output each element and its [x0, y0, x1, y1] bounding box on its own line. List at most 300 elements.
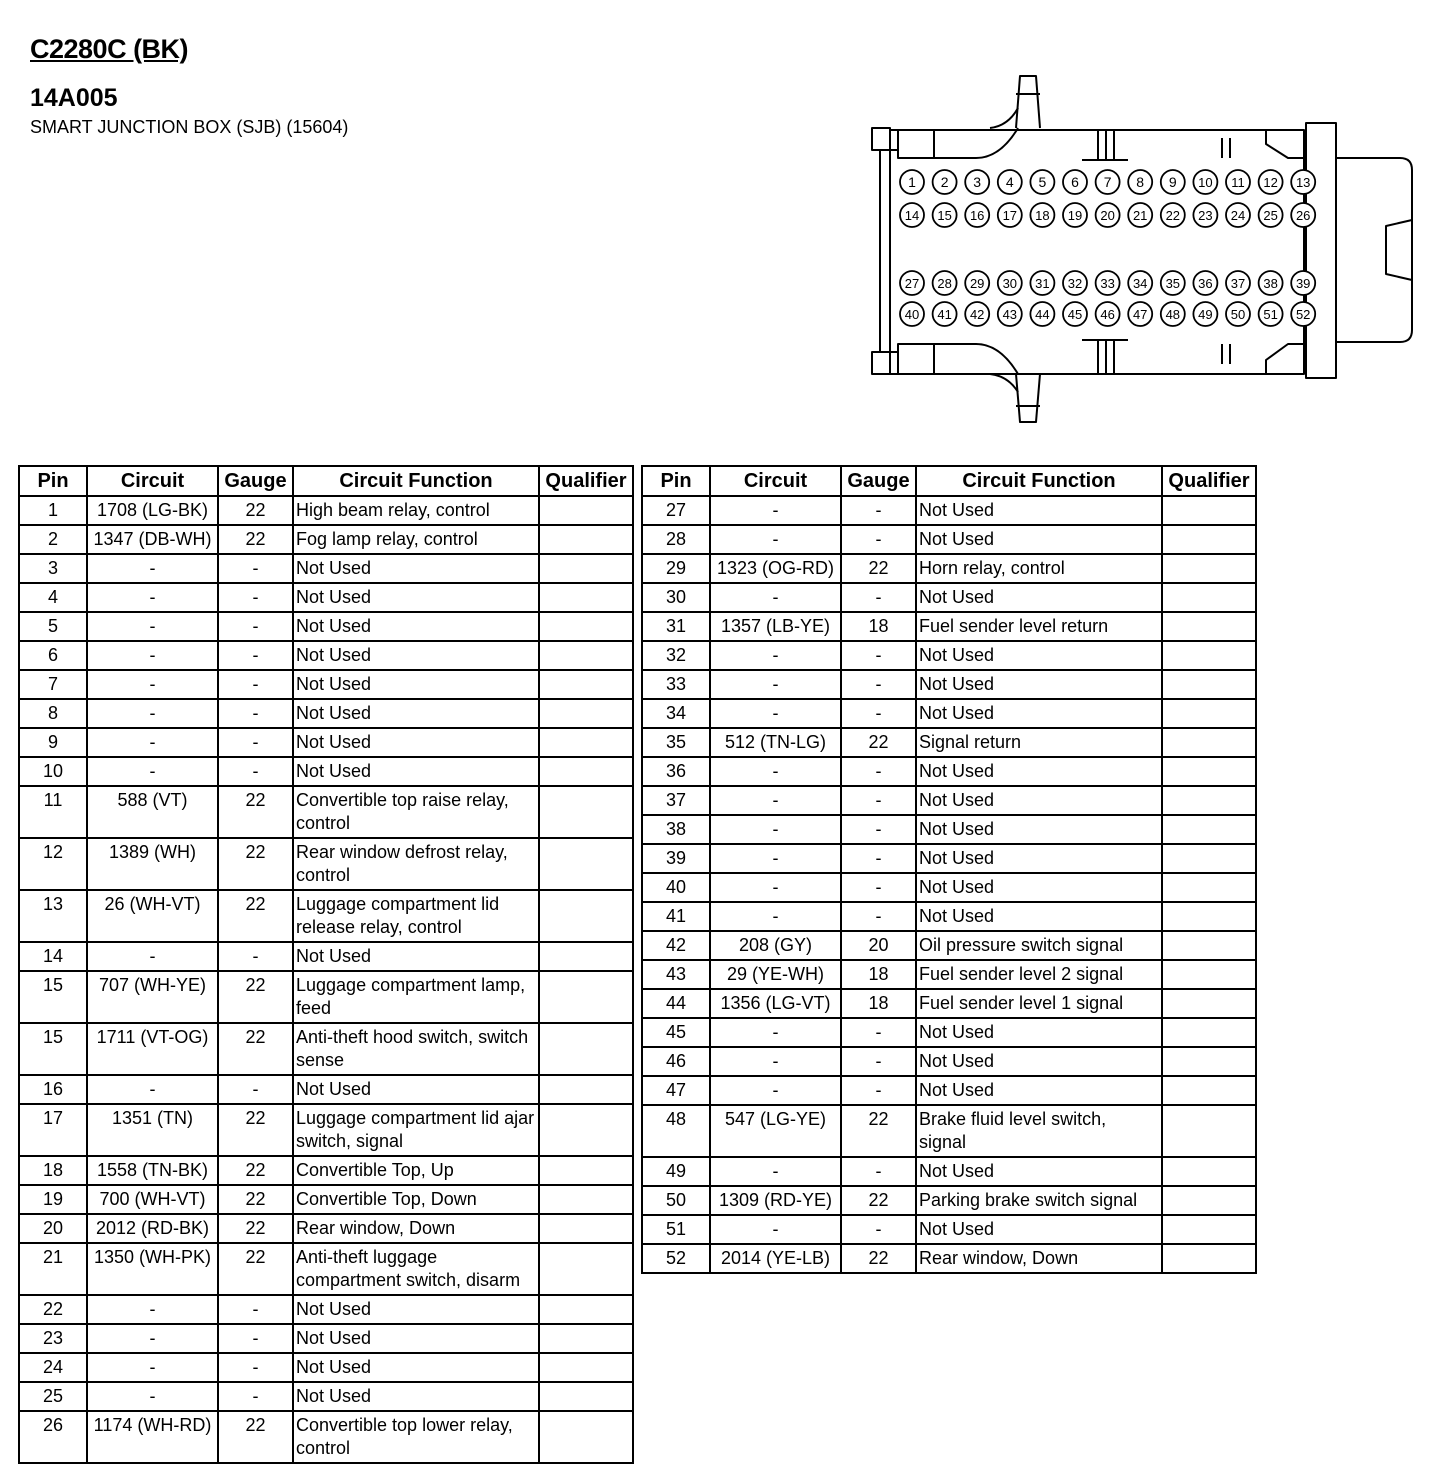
circuit-function-cell: Not Used [916, 873, 1162, 902]
connector-pin-label: 28 [937, 276, 952, 291]
qualifier-cell [1162, 815, 1256, 844]
gauge-cell: 22 [218, 838, 293, 890]
circuit-function-cell: Not Used [916, 583, 1162, 612]
pin-cell: 11 [19, 786, 87, 838]
table-row [19, 670, 633, 699]
circuit-function-cell: Convertible Top, Up [293, 1156, 539, 1185]
table-row [19, 942, 633, 971]
gauge-cell: 22 [841, 1244, 916, 1273]
qualifier-cell [1162, 1186, 1256, 1215]
connector-pin [998, 170, 1022, 194]
gauge-cell: - [218, 699, 293, 728]
gauge-cell: - [218, 942, 293, 971]
table-row [19, 612, 633, 641]
connector-pin-label: 24 [1230, 208, 1246, 223]
circuit-cell: 1558 (TN-BK) [87, 1156, 218, 1185]
connector-pin-label: 46 [1100, 307, 1115, 322]
qualifier-cell [539, 1243, 633, 1295]
gauge-cell: 18 [841, 612, 916, 641]
circuit-function-cell: Not Used [916, 496, 1162, 525]
qualifier-cell [539, 670, 633, 699]
circuit-cell: - [87, 757, 218, 786]
pin-cell: 4 [19, 583, 87, 612]
table-row [642, 931, 1256, 960]
pin-cell: 30 [642, 583, 710, 612]
circuit-cell: - [710, 902, 841, 931]
connector-pin [1226, 170, 1250, 194]
connector-pin [1291, 271, 1315, 295]
table-row [642, 496, 1256, 525]
connector-pin [998, 203, 1022, 227]
circuit-function-cell: Not Used [916, 1215, 1162, 1244]
connector-pin [933, 170, 957, 194]
circuit-cell: - [87, 699, 218, 728]
connector-pin-label: 13 [1295, 175, 1311, 190]
table-row [19, 554, 633, 583]
qualifier-cell [539, 641, 633, 670]
connector-pin [1259, 302, 1283, 326]
circuit-function-cell: Horn relay, control [916, 554, 1162, 583]
table-row [19, 838, 633, 890]
connector-face-diagram [868, 70, 1416, 430]
connector-pin [1063, 271, 1087, 295]
circuit-function-cell: Luggage compartment lamp, feed [293, 971, 539, 1023]
table-row [642, 873, 1256, 902]
connector-pin-label: 50 [1230, 307, 1246, 322]
connector-pin [900, 203, 924, 227]
table-row [19, 1295, 633, 1324]
circuit-function-cell: Rear window, Down [293, 1214, 539, 1243]
pin-cell: 17 [19, 1104, 87, 1156]
circuit-cell: 1323 (OG-RD) [710, 554, 841, 583]
pin-cell: 42 [642, 931, 710, 960]
circuit-function-cell: Luggage compartment lid ajar switch, signal [293, 1104, 539, 1156]
table-row [19, 1214, 633, 1243]
connector-pin [1291, 170, 1315, 194]
circuit-function-cell: Not Used [293, 641, 539, 670]
circuit-cell: - [87, 1075, 218, 1104]
qualifier-cell [1162, 989, 1256, 1018]
pin-cell: 29 [642, 554, 710, 583]
pin-cell: 52 [642, 1244, 710, 1273]
table-row [19, 496, 633, 525]
gauge-cell: - [218, 757, 293, 786]
qualifier-cell [539, 525, 633, 554]
qualifier-cell [539, 1411, 633, 1463]
table-row [19, 728, 633, 757]
circuit-cell: 26 (WH-VT) [87, 890, 218, 942]
pin-cell: 50 [642, 1186, 710, 1215]
qualifier-cell [1162, 902, 1256, 931]
qualifier-cell [539, 554, 633, 583]
circuit-cell: 1389 (WH) [87, 838, 218, 890]
circuit-cell: - [87, 1353, 218, 1382]
pinout-table-right [641, 465, 1257, 1274]
gauge-cell: 18 [841, 989, 916, 1018]
connector-pin-label: 11 [1231, 175, 1245, 190]
gauge-cell: - [218, 641, 293, 670]
connector-pin [1161, 271, 1185, 295]
pin-cell: 36 [642, 757, 710, 786]
pin-cell: 32 [642, 641, 710, 670]
qualifier-cell [539, 942, 633, 971]
pin-cell: 6 [19, 641, 87, 670]
circuit-function-cell: Not Used [293, 1295, 539, 1324]
circuit-function-cell: Signal return [916, 728, 1162, 757]
pin-cell: 35 [642, 728, 710, 757]
circuit-cell: - [87, 670, 218, 699]
connector-pin [1030, 302, 1054, 326]
connector-pin-label: 43 [1002, 307, 1018, 322]
gauge-cell: 22 [218, 971, 293, 1023]
connector-pin-label: 41 [937, 307, 952, 322]
gauge-cell: - [218, 1324, 293, 1353]
table-row [642, 583, 1256, 612]
gauge-cell: - [841, 496, 916, 525]
pin-cell: 21 [19, 1243, 87, 1295]
connector-pin-label: 10 [1198, 175, 1213, 190]
gauge-cell: 20 [841, 931, 916, 960]
circuit-cell: - [87, 583, 218, 612]
gauge-cell: 22 [218, 1156, 293, 1185]
connector-pin [1259, 203, 1283, 227]
circuit-cell: - [87, 641, 218, 670]
connector-pin [1063, 203, 1087, 227]
circuit-cell: 1351 (TN) [87, 1104, 218, 1156]
circuit-function-cell: Anti-theft luggage compartment switch, disarm [293, 1243, 539, 1295]
connector-housing [890, 130, 1304, 374]
pin-cell: 18 [19, 1156, 87, 1185]
circuit-function-cell: Fuel sender level return [916, 612, 1162, 641]
connector-pin [1161, 170, 1185, 194]
connector-pin-label: 9 [1168, 174, 1177, 190]
qualifier-cell [1162, 670, 1256, 699]
table-row [642, 612, 1256, 641]
connector-pin [1226, 302, 1250, 326]
connector-pin-label: 44 [1035, 307, 1050, 322]
gauge-cell: - [841, 1215, 916, 1244]
circuit-cell: - [710, 873, 841, 902]
connector-pin-label: 33 [1100, 276, 1115, 291]
connector-pin-label: 20 [1100, 208, 1115, 223]
connector-pin [1030, 203, 1054, 227]
connector-pin-label: 5 [1038, 174, 1047, 190]
pin-cell: 48 [642, 1105, 710, 1157]
circuit-cell: 1708 (LG-BK) [87, 496, 218, 525]
gauge-cell: - [841, 1047, 916, 1076]
table-row [19, 1353, 633, 1382]
gauge-cell: - [218, 728, 293, 757]
connector-pin [933, 203, 957, 227]
pin-cell: 45 [642, 1018, 710, 1047]
qualifier-cell [539, 728, 633, 757]
circuit-cell: 2014 (YE-LB) [710, 1244, 841, 1273]
connector-pin-label: 23 [1198, 208, 1213, 223]
pin-cell: 19 [19, 1185, 87, 1214]
col-header-circuit-function: Circuit Function [293, 466, 539, 496]
connector-pin [1259, 271, 1283, 295]
connector-pin-label: 14 [904, 208, 920, 223]
qualifier-cell [539, 786, 633, 838]
table-row [642, 757, 1256, 786]
pin-cell: 13 [19, 890, 87, 942]
pin-cell: 24 [19, 1353, 87, 1382]
connector-pin [1193, 203, 1217, 227]
gauge-cell: 22 [218, 1411, 293, 1463]
table-row [642, 1157, 1256, 1186]
circuit-function-cell: Not Used [916, 1018, 1162, 1047]
gauge-cell: 22 [841, 728, 916, 757]
circuit-cell: - [710, 525, 841, 554]
connector-pin-label: 51 [1263, 307, 1278, 322]
circuit-function-cell: Not Used [293, 757, 539, 786]
table-row [642, 902, 1256, 931]
circuit-cell: 208 (GY) [710, 931, 841, 960]
qualifier-cell [1162, 786, 1256, 815]
connector-pin-label: 29 [969, 276, 985, 291]
connector-pin [1128, 170, 1152, 194]
col-header-circuit-function: Circuit Function [916, 466, 1162, 496]
pin-cell: 47 [642, 1076, 710, 1105]
circuit-cell: 1174 (WH-RD) [87, 1411, 218, 1463]
qualifier-cell [539, 496, 633, 525]
gauge-cell: 22 [218, 1185, 293, 1214]
gauge-cell: - [841, 757, 916, 786]
qualifier-cell [1162, 931, 1256, 960]
component-description: SMART JUNCTION BOX (SJB) (15604) [30, 117, 349, 137]
circuit-function-cell: Not Used [293, 1324, 539, 1353]
connector-pin-label: 3 [973, 174, 982, 190]
gauge-cell: - [841, 583, 916, 612]
circuit-function-cell: Not Used [916, 525, 1162, 554]
qualifier-cell [1162, 873, 1256, 902]
qualifier-cell [1162, 1244, 1256, 1273]
qualifier-cell [539, 838, 633, 890]
pin-grid [900, 170, 1315, 326]
pin-cell: 20 [19, 1214, 87, 1243]
pin-cell: 22 [19, 1295, 87, 1324]
circuit-cell: - [87, 1324, 218, 1353]
pin-cell: 1 [19, 496, 87, 525]
table-row [642, 670, 1256, 699]
pin-cell: 41 [642, 902, 710, 931]
qualifier-cell [1162, 1215, 1256, 1244]
table-row [19, 1324, 633, 1353]
qualifier-cell [1162, 496, 1256, 525]
circuit-function-cell: Convertible top raise relay, control [293, 786, 539, 838]
circuit-function-cell: Luggage compartment lid release relay, control [293, 890, 539, 942]
gauge-cell: 22 [841, 1186, 916, 1215]
circuit-function-cell: Not Used [916, 786, 1162, 815]
qualifier-cell [539, 1075, 633, 1104]
part-number: 14A005 [30, 84, 118, 112]
circuit-cell: 700 (WH-VT) [87, 1185, 218, 1214]
circuit-function-cell: Convertible Top, Down [293, 1185, 539, 1214]
qualifier-cell [539, 1156, 633, 1185]
table-row [19, 786, 633, 838]
table-row [642, 786, 1256, 815]
circuit-cell: 1347 (DB-WH) [87, 525, 218, 554]
connector-pin-label: 37 [1230, 276, 1246, 291]
circuit-function-cell: Not Used [916, 902, 1162, 931]
pin-cell: 15 [19, 971, 87, 1023]
circuit-cell: 1350 (WH-PK) [87, 1243, 218, 1295]
pin-cell: 26 [19, 1411, 87, 1463]
gauge-cell: - [218, 1075, 293, 1104]
connector-pin [1128, 203, 1152, 227]
circuit-cell: 1356 (LG-VT) [710, 989, 841, 1018]
connector-pin-label: 18 [1035, 208, 1050, 223]
table-row [19, 1243, 633, 1295]
connector-id: C2280C (BK) [30, 34, 189, 64]
gauge-cell: 22 [218, 890, 293, 942]
connector-pin-label: 39 [1295, 276, 1311, 291]
connector-pin [933, 271, 957, 295]
connector-pin [1030, 271, 1054, 295]
connector-pin [1030, 170, 1054, 194]
connector-pin [1161, 302, 1185, 326]
connector-pin-label: 45 [1067, 307, 1083, 322]
table-row [642, 1047, 1256, 1076]
circuit-function-cell: Not Used [916, 844, 1162, 873]
gauge-cell: - [841, 815, 916, 844]
connector-pin [1096, 271, 1120, 295]
table-row [642, 1076, 1256, 1105]
gauge-cell: - [218, 670, 293, 699]
gauge-cell: 22 [218, 1023, 293, 1075]
pin-cell: 40 [642, 873, 710, 902]
circuit-function-cell: Not Used [293, 670, 539, 699]
circuit-cell: - [710, 1215, 841, 1244]
qualifier-cell [1162, 525, 1256, 554]
table-row [19, 890, 633, 942]
circuit-cell: 1711 (VT-OG) [87, 1023, 218, 1075]
connector-pin [1063, 302, 1087, 326]
col-header-pin: Pin [19, 466, 87, 496]
qualifier-cell [539, 1185, 633, 1214]
qualifier-cell [1162, 641, 1256, 670]
connector-pin [1193, 271, 1217, 295]
pin-cell: 15 [19, 1023, 87, 1075]
col-header-qualifier: Qualifier [1162, 466, 1256, 496]
pin-cell: 51 [642, 1215, 710, 1244]
connector-pin-label: 25 [1263, 208, 1278, 223]
connector-pin-label: 32 [1067, 276, 1083, 291]
connector-pin [1128, 302, 1152, 326]
table-row [19, 1104, 633, 1156]
table-row [642, 815, 1256, 844]
circuit-cell: - [87, 554, 218, 583]
connector-pin-label: 47 [1132, 307, 1148, 322]
gauge-cell: - [841, 641, 916, 670]
pin-cell: 31 [642, 612, 710, 641]
table-row [19, 1156, 633, 1185]
connector-pin [1161, 203, 1185, 227]
circuit-cell: - [87, 1382, 218, 1411]
circuit-cell: - [710, 1018, 841, 1047]
connector-pin [900, 170, 924, 194]
gauge-cell: - [841, 844, 916, 873]
gauge-cell: 22 [218, 786, 293, 838]
circuit-cell: - [710, 757, 841, 786]
gauge-cell: - [218, 554, 293, 583]
table-row [642, 641, 1256, 670]
qualifier-cell [539, 1104, 633, 1156]
connector-pin-label: 16 [969, 208, 985, 223]
circuit-cell: - [710, 670, 841, 699]
connector-pin-label: 31 [1035, 276, 1050, 291]
connector-pin-label: 2 [940, 174, 949, 190]
circuit-cell: - [710, 583, 841, 612]
connector-pin [998, 271, 1022, 295]
circuit-function-cell: Not Used [916, 1157, 1162, 1186]
qualifier-cell [539, 757, 633, 786]
circuit-cell: - [710, 786, 841, 815]
table-row [19, 583, 633, 612]
connector-pin-label: 4 [1005, 174, 1014, 190]
qualifier-cell [1162, 757, 1256, 786]
circuit-function-cell: Parking brake switch signal [916, 1186, 1162, 1215]
table-row [642, 525, 1256, 554]
pin-cell: 43 [642, 960, 710, 989]
circuit-function-cell: Not Used [293, 1353, 539, 1382]
circuit-function-cell: Not Used [293, 554, 539, 583]
circuit-function-cell: Not Used [916, 1076, 1162, 1105]
circuit-cell: - [87, 1295, 218, 1324]
qualifier-cell [539, 890, 633, 942]
circuit-function-cell: Fuel sender level 1 signal [916, 989, 1162, 1018]
circuit-function-cell: Rear window, Down [916, 1244, 1162, 1273]
circuit-cell: - [87, 942, 218, 971]
connector-pin-label: 36 [1198, 276, 1213, 291]
circuit-function-cell: Not Used [293, 612, 539, 641]
circuit-cell: - [710, 844, 841, 873]
circuit-function-cell: Not Used [293, 728, 539, 757]
qualifier-cell [539, 1324, 633, 1353]
connector-pin-label: 52 [1295, 307, 1311, 322]
qualifier-cell [1162, 1157, 1256, 1186]
qualifier-cell [539, 1023, 633, 1075]
pin-cell: 44 [642, 989, 710, 1018]
connector-pin [1128, 271, 1152, 295]
gauge-cell: 22 [218, 1214, 293, 1243]
table-row [642, 1215, 1256, 1244]
connector-pin-label: 21 [1132, 208, 1148, 223]
pin-cell: 37 [642, 786, 710, 815]
pin-cell: 39 [642, 844, 710, 873]
circuit-function-cell: Not Used [293, 1382, 539, 1411]
col-header-circuit: Circuit [87, 466, 218, 496]
pin-cell: 10 [19, 757, 87, 786]
table-row [642, 960, 1256, 989]
gauge-cell: 22 [218, 1243, 293, 1295]
circuit-function-cell: Brake fluid level switch, signal [916, 1105, 1162, 1157]
pin-cell: 12 [19, 838, 87, 890]
col-header-gauge: Gauge [841, 466, 916, 496]
table-row [642, 1105, 1256, 1157]
connector-pin [1291, 302, 1315, 326]
table-row [642, 1186, 1256, 1215]
circuit-function-cell: Not Used [293, 699, 539, 728]
gauge-cell: 22 [218, 525, 293, 554]
table-row [19, 1075, 633, 1104]
connector-pin [965, 271, 989, 295]
qualifier-cell [539, 1295, 633, 1324]
connector-pin-label: 30 [1002, 276, 1018, 291]
circuit-cell: 2012 (RD-BK) [87, 1214, 218, 1243]
table-row [19, 1411, 633, 1463]
circuit-cell: 1309 (RD-YE) [710, 1186, 841, 1215]
